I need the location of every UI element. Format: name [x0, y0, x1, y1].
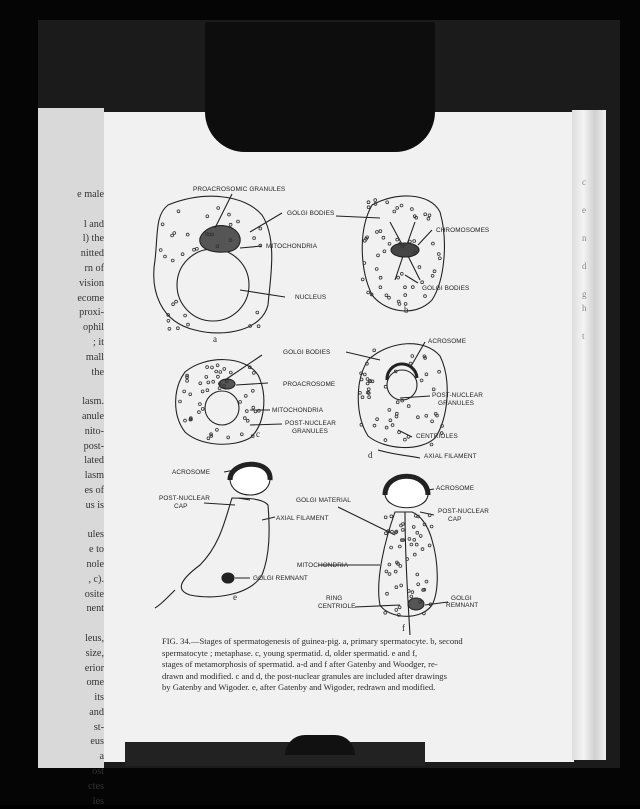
granule-dot: [374, 199, 377, 202]
granule-dot: [205, 376, 208, 379]
label-post-nuclear-c1: POST-NUCLEAR: [285, 420, 336, 427]
right-edge-letter: h: [582, 303, 587, 313]
granule-dot: [438, 257, 441, 260]
right-edge-letter: e: [582, 205, 586, 215]
left-page-line: and: [89, 706, 104, 718]
label-mitochondria-ef: MITOCHONDRIA: [297, 562, 349, 569]
granule-dot: [400, 584, 403, 587]
left-page-line: e to: [89, 544, 104, 556]
granule-dot: [367, 201, 370, 204]
granule-dot: [382, 236, 385, 239]
left-page-line: lasm.: [82, 396, 104, 408]
granule-dot: [408, 538, 411, 541]
granule-dot: [411, 591, 414, 594]
granule-dot: [179, 400, 182, 403]
cell-e-tail: [155, 590, 175, 608]
granule-dot: [187, 323, 190, 326]
granule-dot: [239, 401, 242, 404]
granule-dot: [390, 515, 393, 518]
granule-dot: [384, 439, 387, 442]
granule-dot: [417, 583, 420, 586]
left-page-line: ecome: [77, 292, 104, 304]
left-page-line: lated: [84, 455, 104, 467]
granule-dot: [196, 247, 199, 250]
granule-dot: [418, 266, 421, 269]
label-golgi-remnant-f1: GOLGI: [451, 595, 472, 602]
granule-dot: [428, 214, 431, 217]
granule-dot: [173, 232, 176, 235]
granule-dot: [385, 570, 388, 573]
granule-dot: [368, 396, 371, 399]
left-page-line: anule: [81, 410, 104, 422]
granule-dot: [186, 233, 189, 236]
granule-dot: [396, 238, 399, 241]
left-page-line: l and: [83, 218, 104, 230]
granule-dot: [216, 428, 219, 431]
granule-dot: [376, 231, 379, 234]
granule-dot: [428, 544, 431, 547]
granule-dot: [383, 250, 386, 253]
granule-dot: [415, 543, 418, 546]
granule-dot: [413, 538, 416, 541]
left-page-line: st-: [93, 721, 104, 733]
label-mitochondria-a: MITOCHONDRIA: [266, 243, 318, 250]
granule-dot: [252, 372, 255, 375]
granule-dot: [253, 237, 256, 240]
cell-c-outline: [176, 360, 264, 445]
right-edge-letter: n: [582, 233, 587, 243]
letter-b: b: [404, 305, 409, 315]
granule-dot: [377, 254, 380, 257]
granule-dot: [206, 215, 209, 218]
granule-dot: [400, 204, 403, 207]
granule-dot: [186, 379, 189, 382]
caption-line: by Gatenby and Wigoder. e, after Gatenby and Wigoder, redrawn and modified.: [162, 682, 436, 693]
granule-dot: [391, 530, 394, 533]
granule-dot: [431, 420, 434, 423]
granule-dot: [432, 388, 435, 391]
granule-dot: [396, 207, 399, 210]
granule-dot: [393, 210, 396, 213]
cell-d-axial-filament: [378, 450, 420, 458]
granule-dot: [199, 403, 202, 406]
granule-dot: [432, 242, 435, 245]
granule-dot: [416, 573, 419, 576]
granule-dot: [409, 240, 412, 243]
granule-dot: [398, 545, 401, 548]
granule-dot: [419, 535, 422, 538]
granule-dot: [407, 405, 410, 408]
granule-dot: [388, 563, 391, 566]
left-page-line: nent: [86, 603, 104, 615]
letter-c: c: [256, 429, 260, 439]
granule-dot: [167, 319, 170, 322]
granule-dot: [412, 526, 415, 529]
granule-dot: [206, 389, 209, 392]
granule-dot: [388, 296, 391, 299]
granule-dot: [385, 294, 388, 297]
granule-dot: [207, 437, 210, 440]
left-page-line: mall: [85, 351, 104, 363]
granule-dot: [217, 207, 220, 210]
granule-dot: [430, 525, 433, 528]
right-edge-letter: c: [582, 177, 586, 187]
granule-dot: [177, 210, 180, 213]
granule-dot: [410, 543, 413, 546]
label-post-nuclear-cap-e2: CAP: [174, 503, 188, 510]
granule-dot: [240, 433, 243, 436]
granule-dot: [401, 529, 404, 532]
granule-dot: [409, 362, 412, 365]
label-golgi-material: GOLGI MATERIAL: [296, 497, 351, 504]
granule-dot: [395, 412, 398, 415]
label-ring-centriole1: RING: [326, 595, 343, 602]
granule-dot: [212, 380, 215, 383]
granule-dot: [425, 580, 428, 583]
granule-dot: [400, 272, 403, 275]
granule-dot: [424, 213, 427, 216]
granule-dot: [168, 327, 171, 330]
granule-dot: [216, 364, 219, 367]
granule-dot: [404, 286, 407, 289]
granule-dot: [171, 234, 174, 237]
left-page-line: ; it: [92, 336, 104, 348]
granule-dot: [229, 223, 232, 226]
caption-line: FIG. 34.—Stages of spermatogenesis of guinea-pig. a, primary spermatocyte. b, second: [162, 636, 463, 646]
granule-dot: [206, 366, 209, 369]
letter-d: d: [368, 450, 373, 460]
granule-dot: [257, 325, 260, 328]
granule-dot: [367, 388, 370, 391]
granule-dot: [384, 516, 387, 519]
granule-dot: [390, 546, 393, 549]
left-page-line: nole: [86, 558, 104, 570]
granule-dot: [420, 379, 423, 382]
left-page-line: erior: [84, 662, 104, 674]
left-page-line: a: [99, 751, 104, 763]
right-edge-letter: t: [582, 331, 585, 341]
granule-dot: [201, 408, 204, 411]
granule-dot: [159, 249, 162, 252]
label-post-nuclear-cap-f1: POST-NUCLEAR: [438, 508, 489, 515]
granule-dot: [388, 573, 391, 576]
cell-e-golgi-remnant: [222, 573, 234, 583]
granule-dot: [373, 424, 376, 427]
label-axial-filament-e: AXIAL FILAMENT: [276, 515, 329, 522]
right-edge-letter: g: [582, 289, 587, 299]
cell-f-golgi-remnant: [408, 598, 424, 610]
cell-d-acrosome: [387, 364, 417, 380]
label-proacrosomic-granules: PROACROSOMIC GRANULES: [193, 186, 286, 193]
granule-dot: [421, 281, 424, 284]
granule-dot: [427, 217, 430, 220]
label-acrosome-d: ACROSOME: [428, 338, 467, 345]
granule-dot: [410, 595, 413, 598]
granule-dot: [243, 417, 246, 420]
granule-dot: [391, 424, 394, 427]
granule-dot: [433, 270, 436, 273]
granule-dot: [373, 349, 376, 352]
left-page-line: post-: [83, 440, 104, 452]
granule-dot: [171, 259, 174, 262]
cell-d-nucleus: [387, 370, 417, 400]
granule-dot: [389, 419, 392, 422]
figure-caption: [162, 636, 492, 694]
label-golgi-bodies-b: GOLGI BODIES: [422, 285, 470, 292]
granule-dot: [164, 255, 167, 258]
letter-e: e: [233, 592, 237, 602]
granule-dot: [375, 268, 378, 271]
granule-dot: [367, 291, 370, 294]
label-post-nuclear-d2: GRANULES: [438, 400, 474, 407]
caption-line: stages of metamorphosis of spermatid. a-d and f after Gatenby and Woodger, re-: [162, 659, 438, 670]
granule-dot: [388, 242, 391, 245]
cell-a-outline: [154, 196, 272, 333]
label-golgi-remnant-f2: REMNANT: [446, 602, 479, 609]
granule-dot: [386, 592, 389, 595]
left-page-line: nitted: [80, 248, 104, 260]
granule-dot: [184, 419, 187, 422]
granule-dot: [396, 401, 399, 404]
granule-dot: [211, 366, 214, 369]
granule-dot: [245, 410, 248, 413]
left-page-line: e male: [77, 189, 104, 200]
granule-dot: [376, 418, 379, 421]
left-page-line: lasm: [84, 470, 104, 482]
left-page-line: leus,: [85, 632, 104, 644]
granule-dot: [193, 248, 196, 251]
left-page-line: les: [92, 795, 104, 807]
label-post-nuclear-cap-e1: POST-NUCLEAR: [159, 495, 210, 502]
left-page-line: ome: [86, 677, 104, 689]
label-post-nuclear-c2: GRANULES: [292, 428, 328, 435]
granule-dot: [189, 393, 192, 396]
granule-dot: [398, 431, 401, 434]
granule-dot: [237, 220, 240, 223]
granule-dot: [251, 389, 254, 392]
cell-a-golgi: [200, 226, 240, 253]
letter-a: a: [213, 334, 217, 344]
granule-dot: [259, 227, 262, 230]
left-page-line: ules: [87, 529, 104, 541]
granule-dot: [437, 253, 440, 256]
label-nucleus: NUCLEUS: [295, 294, 327, 301]
granule-dot: [385, 532, 388, 535]
left-page-line: its: [94, 692, 104, 704]
granule-dot: [398, 606, 401, 609]
label-proacrosome: PROACROSOME: [283, 381, 336, 388]
label-chromosomes: CHROMOSOMES: [436, 227, 490, 234]
granule-dot: [425, 414, 428, 417]
granule-dot: [425, 373, 428, 376]
label-mitochondria-c: MITOCHONDRIA: [272, 407, 324, 414]
label-post-nuclear-cap-f2: CAP: [448, 516, 462, 523]
granule-dot: [244, 395, 247, 398]
label-golgi-remnant-e: GOLGI REMNANT: [253, 575, 308, 582]
granule-dot: [198, 411, 201, 414]
granule-dot: [228, 213, 231, 216]
granule-dot: [175, 300, 178, 303]
granule-dot: [397, 276, 400, 279]
granule-dot: [177, 327, 180, 330]
label-golgi-bodies-a: GOLGI BODIES: [287, 210, 335, 217]
granule-dot: [184, 314, 187, 317]
left-page-line: us is: [85, 499, 104, 511]
granule-dot: [361, 396, 364, 399]
granule-dot: [181, 253, 184, 256]
left-page-line: vision: [79, 277, 104, 289]
left-page-line: , c).: [88, 573, 104, 585]
granule-dot: [219, 371, 222, 374]
label-ring-centriole2: CENTRIOLE: [318, 603, 356, 610]
label-golgi-bodies-c: GOLGI BODIES: [283, 349, 331, 356]
granule-dot: [379, 230, 382, 233]
left-page-line: ctes: [88, 780, 104, 792]
label-centrioles: CENTRIOLES: [416, 433, 458, 440]
granule-dot: [424, 295, 427, 298]
granule-dot: [227, 436, 230, 439]
left-page-line: l) the: [82, 233, 104, 245]
label-axial-filament-d: AXIAL FILAMENT: [424, 453, 477, 460]
cell-a-nucleus: [177, 249, 249, 321]
left-page-line: size,: [85, 647, 104, 659]
granule-dot: [404, 438, 407, 441]
left-page-line: nito-: [84, 425, 104, 437]
granule-dot: [172, 303, 175, 306]
label-post-nuclear-d1: POST-NUCLEAR: [432, 392, 483, 399]
left-page-line: rn of: [84, 262, 104, 274]
granule-dot: [199, 382, 202, 385]
granule-dot: [413, 553, 416, 556]
granule-dot: [386, 201, 389, 204]
granule-dot: [217, 375, 220, 378]
granule-dot: [215, 370, 218, 373]
granule-dot: [361, 278, 364, 281]
left-page-line: the: [91, 366, 104, 378]
granule-dot: [421, 548, 424, 551]
granule-dot: [229, 371, 232, 374]
granule-dot: [430, 443, 433, 446]
label-acrosome-e: ACROSOME: [172, 469, 211, 476]
granule-dot: [411, 286, 414, 289]
left-page-line: osite: [84, 588, 104, 600]
granule-dot: [223, 368, 226, 371]
granule-dot: [384, 611, 387, 614]
granule-dot: [252, 406, 255, 409]
granule-dot: [256, 311, 259, 314]
caption-line: spermatocyte ; metaphase. c, young spermatid. d, older spermatid. e and f,: [162, 647, 418, 658]
granule-dot: [388, 409, 391, 412]
label-acrosome-f: ACROSOME: [436, 485, 475, 492]
granule-dot: [161, 223, 164, 226]
left-page-line: ophil: [83, 322, 104, 334]
granule-dot: [411, 208, 414, 211]
granule-dot: [183, 390, 186, 393]
granule-dot: [359, 391, 362, 394]
granule-dot: [246, 419, 249, 422]
cell-c-nucleus: [205, 391, 239, 425]
left-page-line: es of: [84, 484, 104, 496]
left-page-line: eus: [90, 736, 104, 748]
left-page-line: ost: [92, 766, 104, 778]
letter-f: f: [402, 623, 405, 633]
granule-dot: [207, 381, 210, 384]
granule-dot: [385, 426, 388, 429]
granule-dot: [367, 206, 370, 209]
right-edge-letter: d: [582, 261, 587, 271]
granule-dot: [413, 240, 416, 243]
granule-dot: [394, 570, 397, 573]
granule-dot: [201, 390, 204, 393]
granule-dot: [395, 609, 398, 612]
caption-line: drawn and modified. c and d, the post-nuclear granules are included after drawings: [162, 670, 447, 681]
granule-dot: [363, 373, 366, 376]
granule-dot: [395, 586, 398, 589]
granule-dot: [379, 286, 382, 289]
granule-dot: [438, 370, 441, 373]
granule-dot: [431, 274, 434, 277]
granule-dot: [417, 416, 420, 419]
granule-dot: [218, 387, 221, 390]
granule-dot: [411, 355, 414, 358]
left-page-line: proxi-: [79, 307, 104, 319]
granule-dot: [395, 415, 398, 418]
granule-dot: [404, 294, 407, 297]
granule-dot: [379, 276, 382, 279]
granule-dot: [399, 565, 402, 568]
granule-dot: [416, 531, 419, 534]
